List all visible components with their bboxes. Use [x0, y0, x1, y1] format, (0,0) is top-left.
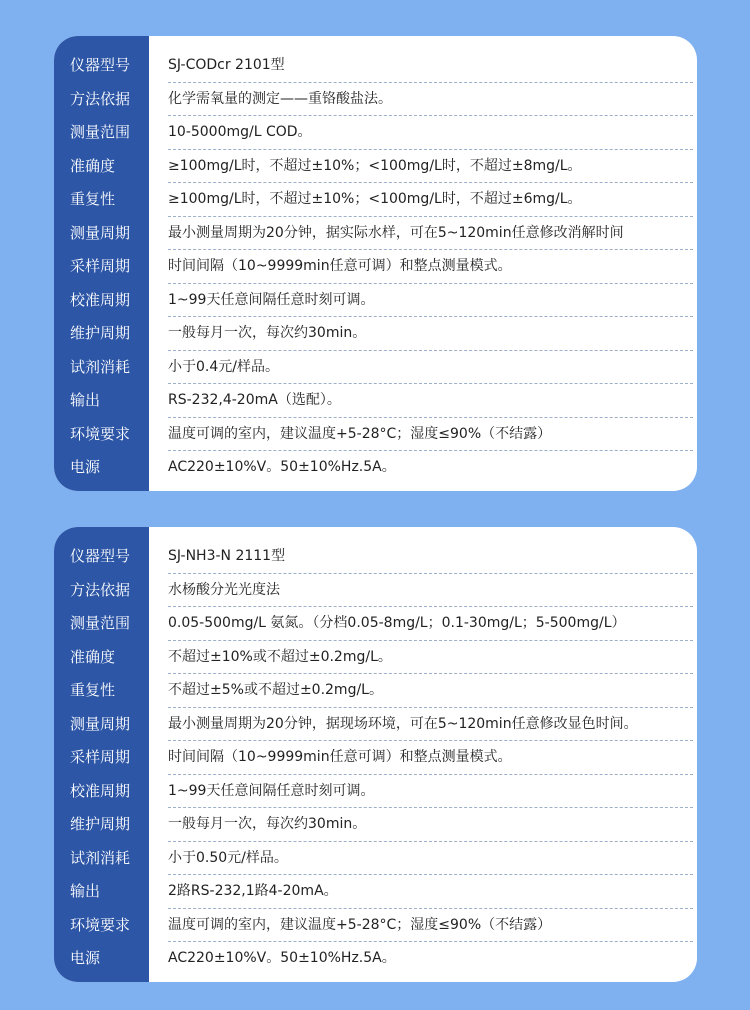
spec-table: [54, 540, 697, 976]
spec-label: 采样周期: [70, 748, 131, 766]
spec-value: 一般每月一次，每次约30min。: [168, 317, 693, 351]
spec-value: AC220±10%V。50±10%Hz.5A。: [168, 459, 396, 475]
spec-value: 水杨酸分光光度法: [168, 574, 693, 608]
spec-row: [54, 641, 697, 675]
spec-label: 仪器型号: [70, 56, 131, 74]
spec-row: [54, 183, 697, 217]
spec-row: [54, 384, 697, 418]
spec-value: 小于0.4元/样品。: [168, 351, 693, 385]
spec-value: AC220±10%V。50±10%Hz.5A。: [168, 950, 396, 966]
spec-card-codcr: [54, 36, 697, 491]
spec-value: SJ-CODcr 2101型: [168, 49, 693, 83]
spec-value: 不超过±10%或不超过±0.2mg/L。: [168, 641, 693, 675]
spec-label: 维护周期: [70, 815, 131, 833]
spec-row: [54, 775, 697, 809]
spec-value: 最小测量周期为20分钟，据现场环境，可在5~120min任意修改显色时间。: [168, 708, 693, 742]
spec-row: [54, 741, 697, 775]
spec-row: [54, 250, 697, 284]
spec-label: 输出: [70, 882, 101, 900]
spec-row: [54, 116, 697, 150]
spec-row: [54, 284, 697, 318]
spec-row: [54, 49, 697, 83]
spec-row: [54, 708, 697, 742]
spec-label: 重复性: [70, 190, 116, 208]
spec-value: SJ-NH3-N 2111型: [168, 540, 693, 574]
spec-label: 输出: [70, 391, 101, 409]
spec-label: 测量范围: [70, 614, 131, 632]
spec-value: 温度可调的室内，建议温度+5-28°C；湿度≤90%（不结露）: [168, 909, 693, 943]
spec-row: [54, 150, 697, 184]
spec-value: 0.05-500mg/L 氨氮。（分档0.05-8mg/L；0.1-30mg/L；5-500mg/L）: [168, 607, 693, 641]
spec-value: 最小测量周期为20分钟，据实际水样，可在5~120min任意修改消解时间: [168, 217, 693, 251]
spec-label: 校准周期: [70, 781, 131, 800]
spec-value: 一般每月一次，每次约30min。: [168, 808, 693, 842]
spec-value: 2路RS-232,1路4-20mA。: [168, 875, 693, 909]
spec-label: 方法依据: [70, 89, 131, 108]
spec-value: RS-232,4-20mA（选配）。: [168, 384, 693, 418]
spec-label: 准确度: [70, 156, 116, 175]
spec-label: 方法依据: [70, 580, 131, 599]
spec-row: [54, 217, 697, 251]
spec-label: 环境要求: [70, 424, 131, 443]
spec-row: [54, 418, 697, 452]
spec-row: [54, 875, 697, 909]
spec-label: 维护周期: [70, 324, 131, 342]
spec-label: 电源: [70, 458, 101, 476]
spec-table: [54, 49, 697, 485]
spec-label: 测量周期: [70, 223, 131, 242]
spec-value: 时间间隔（10~9999min任意可调）和整点测量模式。: [168, 741, 693, 775]
spec-row: [54, 942, 697, 976]
spec-label: 试剂消耗: [70, 848, 131, 867]
spec-row: [54, 351, 697, 385]
spec-row: [54, 574, 697, 608]
spec-label: 测量范围: [70, 123, 131, 141]
spec-row: [54, 540, 697, 574]
spec-label: 重复性: [70, 681, 116, 699]
spec-value: 10-5000mg/L COD。: [168, 116, 693, 150]
spec-label: 试剂消耗: [70, 357, 131, 376]
spec-card-nh3n: [54, 527, 697, 982]
spec-value: ≥100mg/L时，不超过±10%；<100mg/L时，不超过±6mg/L。: [168, 183, 693, 217]
spec-row: [54, 909, 697, 943]
spec-value: 1~99天任意间隔任意时刻可调。: [168, 775, 693, 809]
spec-label: 仪器型号: [70, 547, 131, 565]
spec-row: [54, 83, 697, 117]
spec-row: [54, 808, 697, 842]
spec-row: [54, 842, 697, 876]
spec-value: 1~99天任意间隔任意时刻可调。: [168, 284, 693, 318]
spec-label: 准确度: [70, 647, 116, 666]
spec-label: 环境要求: [70, 915, 131, 934]
spec-value: 不超过±5%或不超过±0.2mg/L。: [168, 674, 693, 708]
spec-row: [54, 674, 697, 708]
spec-label: 采样周期: [70, 257, 131, 275]
spec-row: [54, 451, 697, 485]
spec-label: 电源: [70, 949, 101, 967]
spec-row: [54, 607, 697, 641]
spec-label: 校准周期: [70, 290, 131, 309]
spec-value: 小于0.50元/样品。: [168, 842, 693, 876]
spec-label: 测量周期: [70, 714, 131, 733]
spec-value: 化学需氧量的测定——重铬酸盐法。: [168, 83, 693, 117]
spec-row: [54, 317, 697, 351]
spec-value: ≥100mg/L时，不超过±10%；<100mg/L时，不超过±8mg/L。: [168, 150, 693, 184]
spec-value: 温度可调的室内，建议温度+5-28°C；湿度≤90%（不结露）: [168, 418, 693, 452]
spec-value: 时间间隔（10~9999min任意可调）和整点测量模式。: [168, 250, 693, 284]
